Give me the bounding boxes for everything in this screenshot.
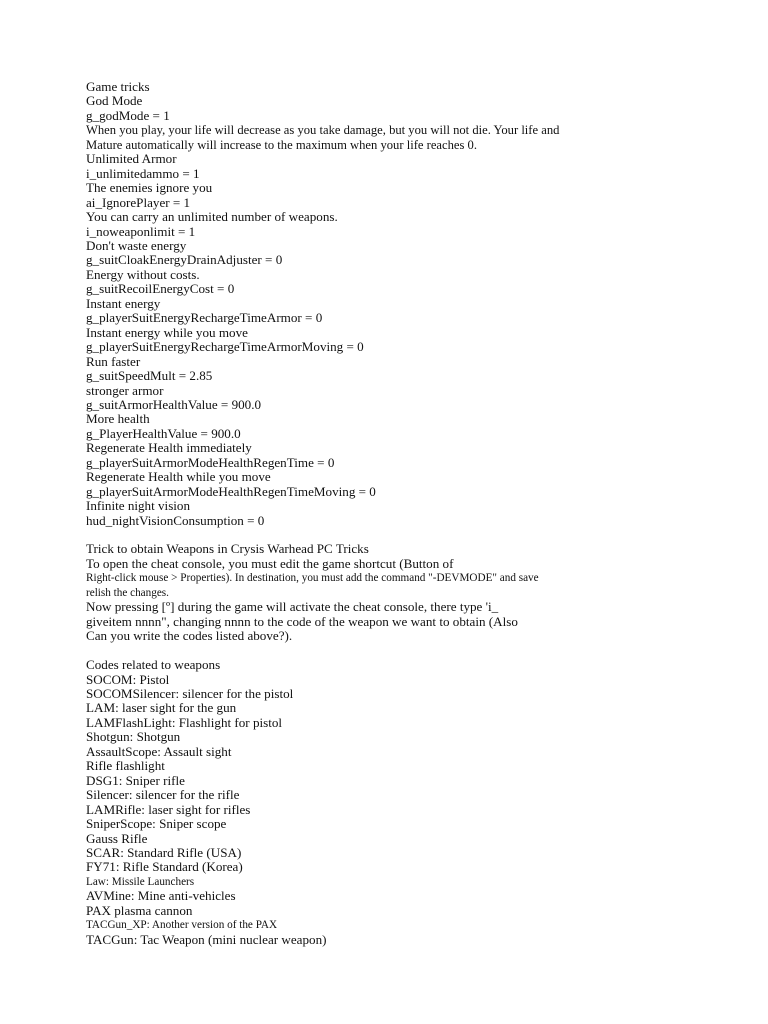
section-heading-weapons-trick: Trick to obtain Weapons in Crysis Warhead PC Tricks (86, 541, 369, 557)
text-line: g_PlayerHealthValue = 900.0 (86, 425, 241, 441)
paragraph-gap (86, 644, 746, 658)
weapon-code-line: LAMRifle: laser sight for rifles (86, 801, 251, 817)
text-line: g_suitCloakEnergyDrainAdjuster = 0 (86, 252, 283, 268)
weapon-code-line: Shotgun: Shotgun (86, 729, 181, 745)
weapon-code-line: Rifle flashlight (86, 758, 165, 774)
text-line: Instant energy (86, 295, 161, 311)
weapon-code-line: FY71: Rifle Standard (Korea) (86, 859, 243, 875)
text-line: Don't waste energy (86, 237, 187, 253)
text-line: Regenerate Health while you move (86, 469, 271, 485)
text-line: God Mode (86, 93, 143, 109)
text-line: Energy without costs. (86, 266, 200, 282)
text-line: More health (86, 411, 150, 427)
weapon-code-line: SOCOMSilencer: silencer for the pistol (86, 686, 294, 701)
text-line: g_suitRecoilEnergyCost = 0 (86, 281, 235, 297)
paragraph-gap (86, 528, 746, 542)
text-line: Instant energy while you move (86, 324, 248, 340)
section-heading-game-tricks: Game tricks (86, 79, 150, 94)
text-line: g_suitArmorHealthValue = 900.0 (86, 396, 262, 412)
text-line: The enemies ignore you (86, 180, 213, 196)
document-body (86, 80, 746, 947)
section-heading-weapon-codes: Codes related to weapons (86, 657, 221, 673)
text-line: You can carry an unlimited number of weapons. (86, 209, 338, 225)
text-line: i_noweaponlimit = 1 (86, 223, 196, 239)
text-line: g_playerSuitEnergyRechargeTimeArmorMoving = 0 (86, 339, 364, 355)
weapon-code-line: TACGun: Tac Weapon (mini nuclear weapon) (86, 931, 327, 947)
text-line: g_playerSuitEnergyRechargeTimeArmor = 0 (86, 310, 323, 326)
weapon-code-line: LAM: laser sight for the gun (86, 700, 237, 716)
weapon-code-line: SniperScope: Sniper scope (86, 816, 227, 832)
text-line: Right-click mouse > Properties). In destination, you must add the command "-DEVMODE" and save (86, 572, 539, 585)
text-line: ai_IgnorePlayer = 1 (86, 194, 191, 210)
text-line: i_unlimitedammo = 1 (86, 165, 200, 181)
text-line: g_suitSpeedMult = 2.85 (86, 368, 213, 384)
weapon-code-line: TACGun_XP: Another version of the PAX (86, 919, 278, 932)
weapon-code-line: Law: Missile Launchers (86, 875, 195, 888)
text-line: g_playerSuitArmorModeHealthRegenTime = 0 (86, 454, 335, 470)
text-line: Infinite night vision (86, 498, 191, 514)
weapon-code-line: AssaultScope: Assault sight (86, 743, 232, 759)
text-line: Regenerate Health immediately (86, 440, 252, 456)
text-line: g_godMode = 1 (86, 107, 170, 123)
text-line: Run faster (86, 353, 141, 369)
text-line: Mature automatically will increase to the maximum when your life reaches 0. (86, 137, 477, 152)
weapon-code-line: LAMFlashLight: Flashlight for pistol (86, 714, 283, 730)
text-line: hud_nightVisionConsumption = 0 (86, 512, 265, 528)
weapon-code-line: AVMine: Mine anti-vehicles (86, 888, 236, 904)
weapon-code-line: SOCOM: Pistol (86, 671, 170, 687)
text-line: Can you write the codes listed above?). (86, 628, 293, 644)
text-line: Now pressing [º] during the game will activate the cheat console, there type 'i_ (86, 599, 499, 615)
weapon-code-line: SCAR: Standard Rifle (USA) (86, 844, 242, 860)
weapon-code-line: Gauss Rifle (86, 830, 148, 846)
text-line: giveitem nnnn", changing nnnn to the code of the weapon we want to obtain (Also (86, 613, 518, 629)
text-line: When you play, your life will decrease as you take damage, but you will not die. Your life and (86, 123, 560, 138)
text-line: Unlimited Armor (86, 151, 177, 167)
text-line: stronger armor (86, 382, 164, 398)
weapon-code-line: PAX plasma cannon (86, 902, 193, 918)
text-line: relish the changes. (86, 586, 169, 599)
weapon-code-line: Silencer: silencer for the rifle (86, 787, 240, 803)
text-line: g_playerSuitArmorModeHealthRegenTimeMoving = 0 (86, 483, 376, 499)
weapon-code-line: DSG1: Sniper rifle (86, 772, 185, 788)
text-line: To open the cheat console, you must edit the game shortcut (Button of (86, 555, 454, 571)
